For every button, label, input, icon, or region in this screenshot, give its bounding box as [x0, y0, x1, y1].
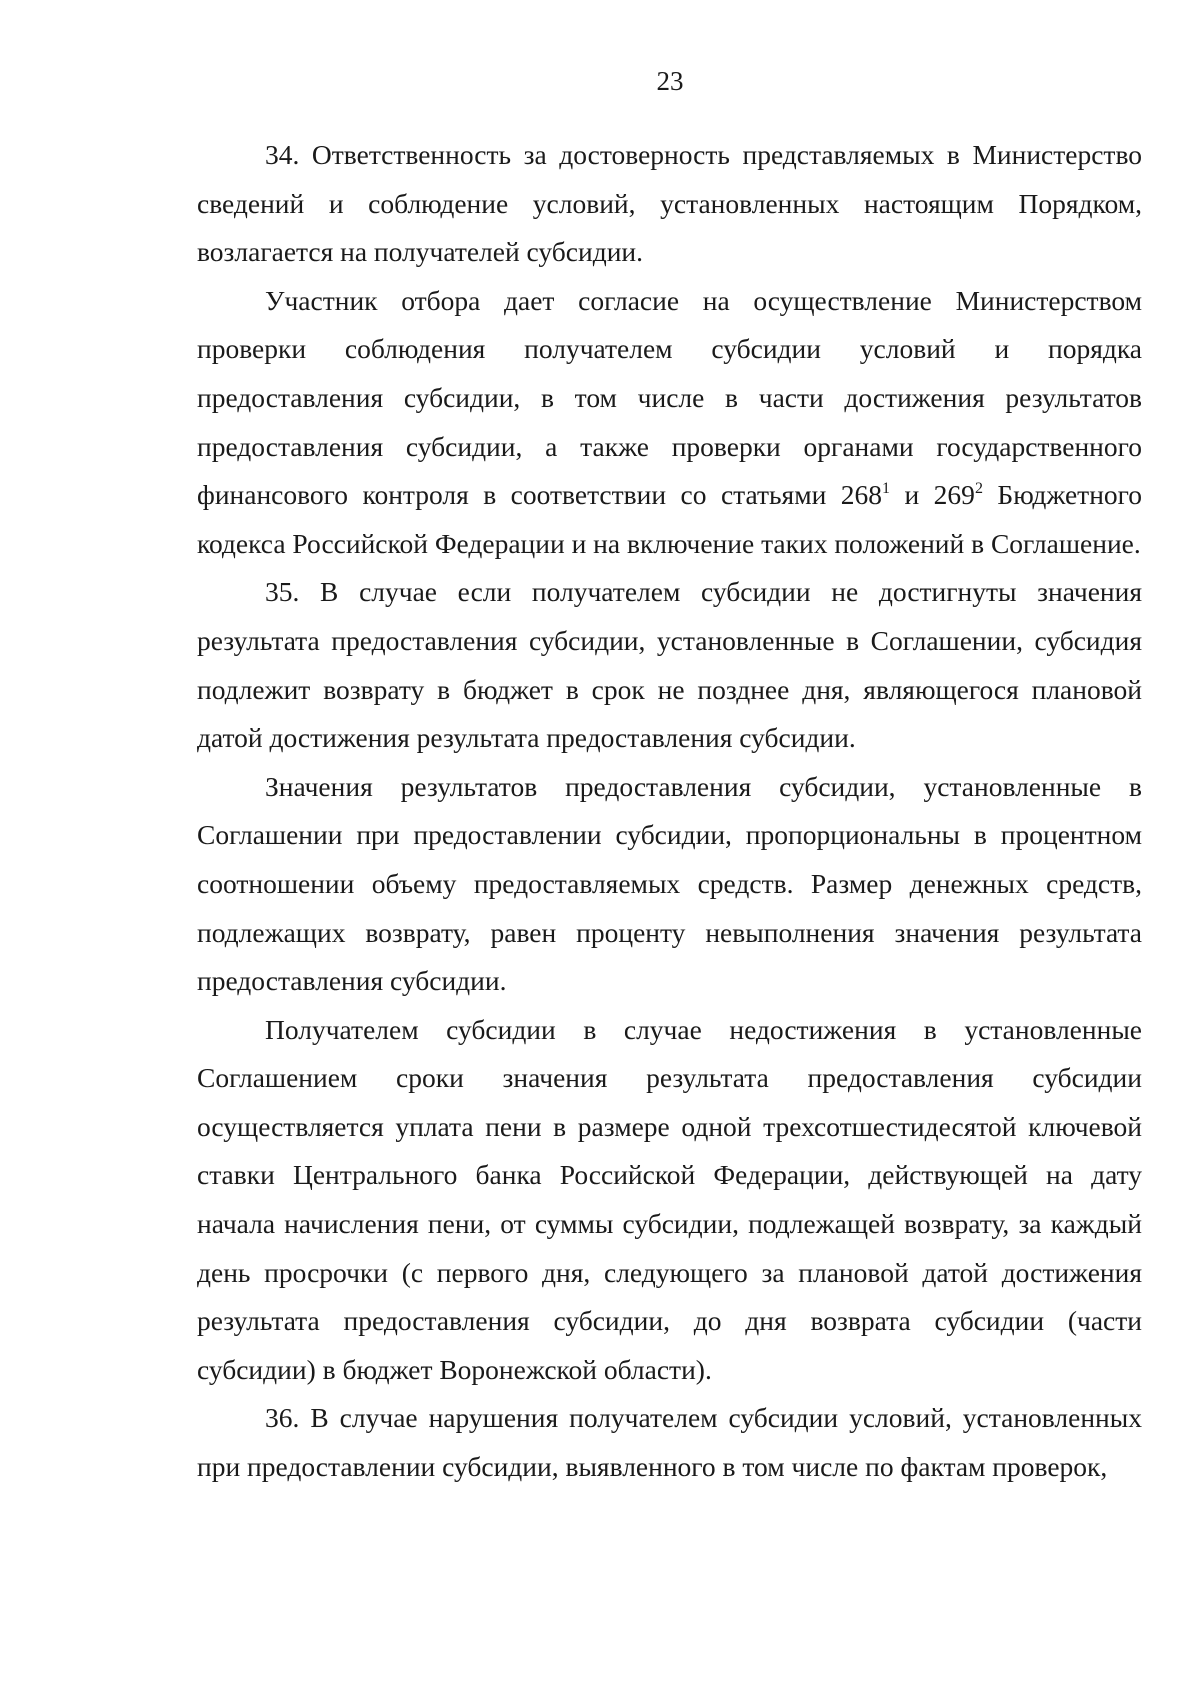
superscript-2: 2 — [974, 480, 983, 498]
paragraph-36: 36. В случае нарушения получателем субсидии условий, установленных при предоставлении субсидии, выявленного в том числе по фактам проверок, — [197, 1402, 1142, 1483]
paragraph-consent — [197, 277, 1142, 569]
document-body — [197, 131, 1142, 1492]
paragraph-34: 34. Ответственность за достоверность представляемых в Министерство сведений и соблюдение условий, установленных настоящим Порядком, возлагается на получателей субсидии. — [197, 139, 1142, 268]
page-number: 23 — [656, 66, 684, 96]
paragraph-penalty: Получателем субсидии в случае недостижения в установленные Соглашением сроки значения результата предоставления субсидии осуществляется уплата пени в размере одной трехсотшестидесятой ключевой ставки Центрального банка Российской Федерации, действующей на дату начала начисления пени, от суммы субсидии, подлежащей возврату, за каждый день просрочки (с первого дня, следующего за плановой датой достижения результата предоставления субсидии, до дня возврата субсидии (части субсидии) в бюджет Воронежской области). — [197, 1013, 1142, 1385]
consent-text-middle: и 269 — [890, 479, 975, 511]
paragraph-35: 35. В случае если получателем субсидии не достигнуты значения результата предоставления субсидии, установленные в Соглашении, субсидия подлежит возврату в бюджет в срок не позднее дня, являющегося плановой датой достижения результата предоставления субсидии. — [197, 576, 1142, 754]
paragraph-result-values: Значения результатов предоставления субсидии, установленные в Соглашении при предоставлении субсидии, пропорциональны в процентном соотношении объему предоставляемых средств. Размер денежных средств, подлежащих возврату, равен проценту невыполнения значения результата предоставления субсидии. — [197, 770, 1142, 997]
superscript-1: 1 — [882, 480, 891, 498]
consent-text-end: Бюджетного кодекса Российской Федерации и на включение таких положений в Соглашение. — [197, 479, 1143, 559]
consent-text-start: Участник отбора дает согласие на осуществление Министерством проверки соблюдения получателем субсидии условий и порядка предоставления субсидии, в том числе в части достижения результатов предоставления субсидии, а также проверки органами государственного финансового контроля в соответствии со статьями 268 — [197, 284, 1142, 511]
